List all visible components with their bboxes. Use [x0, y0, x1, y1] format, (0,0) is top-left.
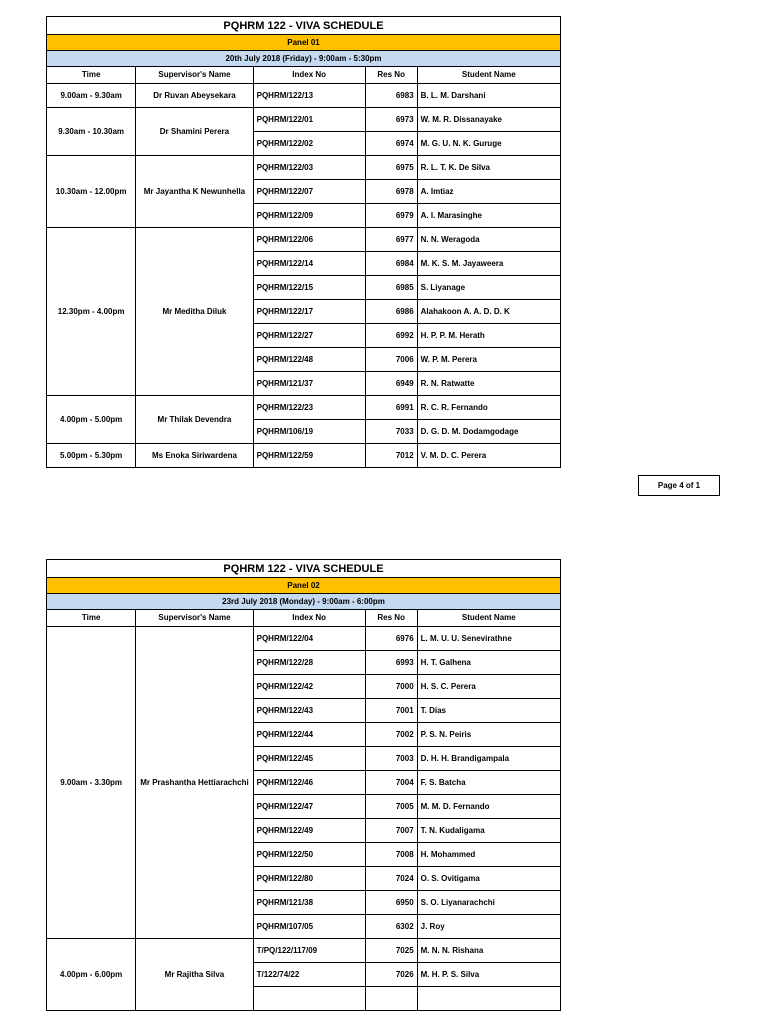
header-time: Time [47, 610, 136, 627]
header-index-no: Index No [253, 610, 365, 627]
table-row [47, 228, 561, 252]
index-no-cell: PQHRM/106/19 [253, 420, 365, 444]
panel-label: Panel 01 [47, 35, 561, 51]
res-no-cell: 7001 [365, 699, 417, 723]
table-row [47, 627, 561, 651]
supervisor-cell: Mr Jayantha K Newunhella [136, 156, 253, 228]
res-no-cell: 7007 [365, 819, 417, 843]
index-no-cell: PQHRM/122/47 [253, 795, 365, 819]
index-no-cell: PQHRM/122/03 [253, 156, 365, 180]
index-no-cell: PQHRM/122/49 [253, 819, 365, 843]
table-row [47, 156, 561, 180]
student-name-cell: M. H. P. S. Silva [417, 963, 560, 987]
index-no-cell: PQHRM/122/14 [253, 252, 365, 276]
panel-label: Panel 02 [47, 578, 561, 594]
res-no-cell: 6950 [365, 891, 417, 915]
index-no-cell: T/122/74/22 [253, 963, 365, 987]
student-name-cell: S. O. Liyanarachchi [417, 891, 560, 915]
res-no-cell: 6983 [365, 84, 417, 108]
viva-schedule-table [46, 559, 561, 1011]
index-no-cell: PQHRM/122/44 [253, 723, 365, 747]
index-no-cell: PQHRM/122/46 [253, 771, 365, 795]
time-slot-cell: 9.00am - 3.30pm [47, 627, 136, 939]
res-no-cell: 6993 [365, 651, 417, 675]
header-res-no: Res No [365, 610, 417, 627]
res-no-cell: 6302 [365, 915, 417, 939]
table-row [47, 939, 561, 963]
time-slot-cell: 10.30am - 12.00pm [47, 156, 136, 228]
res-no-cell: 7008 [365, 843, 417, 867]
schedule-date: 20th July 2018 (Friday) - 9:00am - 5:30pm [47, 51, 561, 67]
schedule-date: 23rd July 2018 (Monday) - 9:00am - 6:00pm [47, 594, 561, 610]
student-name-cell: F. S. Batcha [417, 771, 560, 795]
time-slot-cell: 4.00pm - 6.00pm [47, 939, 136, 1011]
student-name-cell: T. N. Kudaligama [417, 819, 560, 843]
header-supervisor: Supervisor's Name [136, 67, 253, 84]
student-name-cell: N. N. Weragoda [417, 228, 560, 252]
schedule-title: PQHRM 122 - VIVA SCHEDULE [47, 17, 561, 35]
student-name-cell: R. L. T. K. De Silva [417, 156, 560, 180]
index-no-cell: PQHRM/121/37 [253, 372, 365, 396]
student-name-cell: H. Mohammed [417, 843, 560, 867]
index-no-cell: PQHRM/122/23 [253, 396, 365, 420]
index-no-cell: PQHRM/122/50 [253, 843, 365, 867]
student-name-cell: M. G. U. N. K. Guruge [417, 132, 560, 156]
table-row [47, 396, 561, 420]
index-no-cell: PQHRM/121/38 [253, 891, 365, 915]
table-row [47, 108, 561, 132]
index-no-cell [253, 987, 365, 1011]
table-row [47, 84, 561, 108]
student-name-cell: A. I. Marasinghe [417, 204, 560, 228]
index-no-cell: PQHRM/122/27 [253, 324, 365, 348]
schedule-sheet-panel-02 [46, 559, 561, 1011]
res-no-cell: 6978 [365, 180, 417, 204]
index-no-cell: PQHRM/122/59 [253, 444, 365, 468]
student-name-cell: B. L. M. Darshani [417, 84, 560, 108]
student-name-cell: M. N. N. Rishana [417, 939, 560, 963]
res-no-cell: 7026 [365, 963, 417, 987]
res-no-cell: 7033 [365, 420, 417, 444]
header-student-name: Student Name [417, 67, 560, 84]
res-no-cell: 6979 [365, 204, 417, 228]
index-no-cell: PQHRM/122/06 [253, 228, 365, 252]
table-row [47, 444, 561, 468]
res-no-cell: 7006 [365, 348, 417, 372]
student-name-cell: H. P. P. M. Herath [417, 324, 560, 348]
time-slot-cell: 9.00am - 9.30am [47, 84, 136, 108]
index-no-cell: PQHRM/122/07 [253, 180, 365, 204]
res-no-cell: 7004 [365, 771, 417, 795]
student-name-cell: D. G. D. M. Dodamgodage [417, 420, 560, 444]
res-no-cell: 7024 [365, 867, 417, 891]
header-student-name: Student Name [417, 610, 560, 627]
res-no-cell: 6949 [365, 372, 417, 396]
student-name-cell: Alahakoon A. A. D. D. K [417, 300, 560, 324]
time-slot-cell: 12.30pm - 4.00pm [47, 228, 136, 396]
res-no-cell: 7002 [365, 723, 417, 747]
index-no-cell: PQHRM/122/48 [253, 348, 365, 372]
index-no-cell: PQHRM/122/01 [253, 108, 365, 132]
student-name-cell: H. T. Galhena [417, 651, 560, 675]
supervisor-cell: Ms Enoka Siriwardena [136, 444, 253, 468]
schedule-title: PQHRM 122 - VIVA SCHEDULE [47, 560, 561, 578]
res-no-cell: 6976 [365, 627, 417, 651]
res-no-cell: 6984 [365, 252, 417, 276]
index-no-cell: PQHRM/122/13 [253, 84, 365, 108]
student-name-cell: A. Imtiaz [417, 180, 560, 204]
page-label: Page 4 of 1 [638, 475, 720, 496]
res-no-cell: 7025 [365, 939, 417, 963]
header-res-no: Res No [365, 67, 417, 84]
student-name-cell: S. Liyanage [417, 276, 560, 300]
supervisor-cell: Dr Shamini Perera [136, 108, 253, 156]
student-name-cell: W. P. M. Perera [417, 348, 560, 372]
index-no-cell: PQHRM/122/80 [253, 867, 365, 891]
student-name-cell: L. M. U. U. Senevirathne [417, 627, 560, 651]
student-name-cell: H. S. C. Perera [417, 675, 560, 699]
student-name-cell: J. Roy [417, 915, 560, 939]
supervisor-cell: Mr Meditha Diluk [136, 228, 253, 396]
header-supervisor: Supervisor's Name [136, 610, 253, 627]
res-no-cell: 6975 [365, 156, 417, 180]
time-slot-cell: 5.00pm - 5.30pm [47, 444, 136, 468]
res-no-cell: 7003 [365, 747, 417, 771]
student-name-cell: W. M. R. Dissanayake [417, 108, 560, 132]
supervisor-cell: Mr Prashantha Hettiarachchi [136, 627, 253, 939]
res-no-cell: 6985 [365, 276, 417, 300]
student-name-cell: D. H. H. Brandigampala [417, 747, 560, 771]
index-no-cell: PQHRM/107/05 [253, 915, 365, 939]
index-no-cell: PQHRM/122/02 [253, 132, 365, 156]
student-name-cell: M. K. S. M. Jayaweera [417, 252, 560, 276]
index-no-cell: PQHRM/122/15 [253, 276, 365, 300]
student-name-cell: V. M. D. C. Perera [417, 444, 560, 468]
res-no-cell: 7012 [365, 444, 417, 468]
res-no-cell: 6991 [365, 396, 417, 420]
index-no-cell: PQHRM/122/43 [253, 699, 365, 723]
res-no-cell [365, 987, 417, 1011]
index-no-cell: PQHRM/122/42 [253, 675, 365, 699]
res-no-cell: 6974 [365, 132, 417, 156]
res-no-cell: 6986 [365, 300, 417, 324]
res-no-cell: 6977 [365, 228, 417, 252]
header-time: Time [47, 67, 136, 84]
supervisor-cell: Mr Thilak Devendra [136, 396, 253, 444]
index-no-cell: PQHRM/122/45 [253, 747, 365, 771]
res-no-cell: 6992 [365, 324, 417, 348]
res-no-cell: 7005 [365, 795, 417, 819]
student-name-cell [417, 987, 560, 1011]
student-name-cell: O. S. Ovitigama [417, 867, 560, 891]
supervisor-cell: Mr Rajitha Silva [136, 939, 253, 1011]
supervisor-cell: Dr Ruvan Abeysekara [136, 84, 253, 108]
viva-schedule-table [46, 16, 561, 468]
time-slot-cell: 4.00pm - 5.00pm [47, 396, 136, 444]
student-name-cell: R. N. Ratwatte [417, 372, 560, 396]
header-index-no: Index No [253, 67, 365, 84]
student-name-cell: T. Dias [417, 699, 560, 723]
res-no-cell: 7000 [365, 675, 417, 699]
schedule-sheet-panel-01 [46, 16, 561, 468]
student-name-cell: R. C. R. Fernando [417, 396, 560, 420]
index-no-cell: PQHRM/122/04 [253, 627, 365, 651]
index-no-cell: PQHRM/122/09 [253, 204, 365, 228]
index-no-cell: PQHRM/122/28 [253, 651, 365, 675]
index-no-cell: T/PQ/122/117/09 [253, 939, 365, 963]
student-name-cell: P. S. N. Peiris [417, 723, 560, 747]
student-name-cell: M. M. D. Fernando [417, 795, 560, 819]
time-slot-cell: 9.30am - 10.30am [47, 108, 136, 156]
index-no-cell: PQHRM/122/17 [253, 300, 365, 324]
res-no-cell: 6973 [365, 108, 417, 132]
